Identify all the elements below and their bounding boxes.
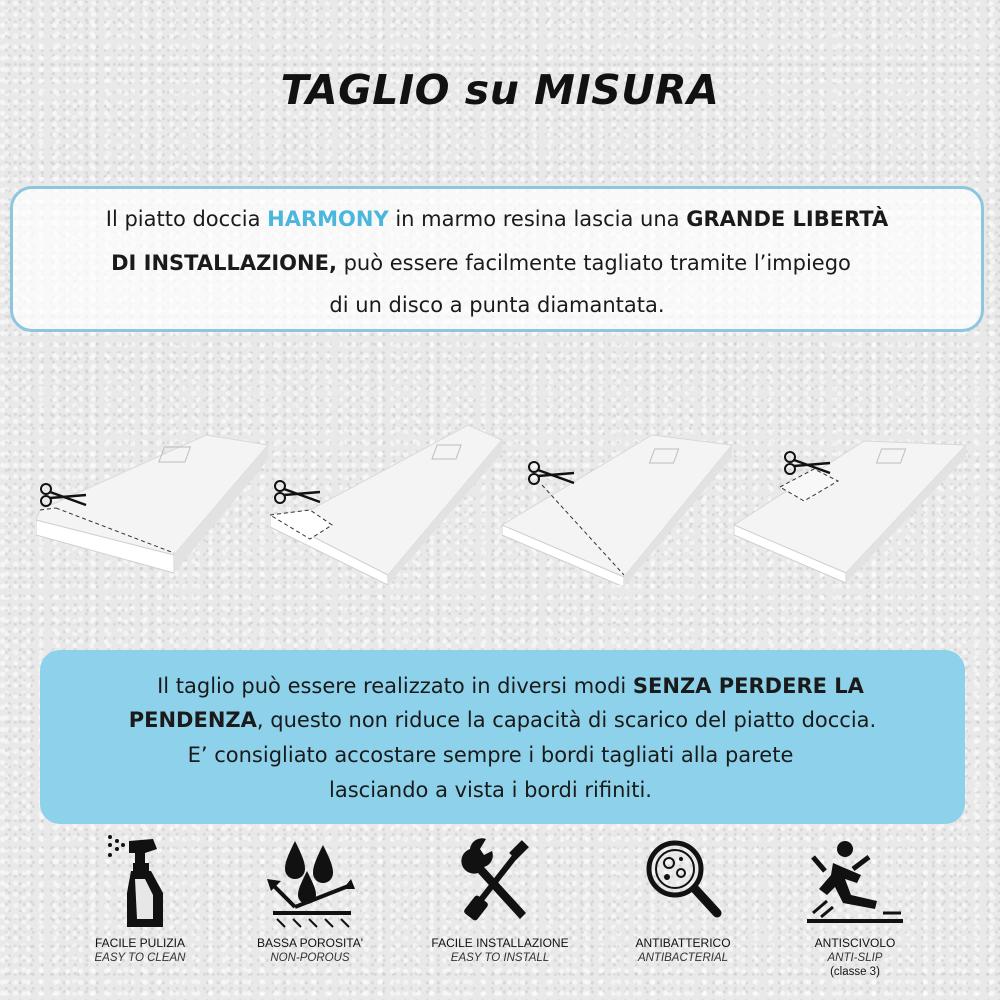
- intro-highlight: DI INSTALLAZIONE,: [111, 251, 337, 275]
- intro-text: Il piatto doccia: [105, 207, 268, 231]
- scissors-icon: [275, 481, 320, 503]
- notice-highlight: PENDENZA: [128, 708, 257, 732]
- feature-antibacterial: [603, 835, 763, 964]
- feature-easy-clean: [60, 835, 220, 964]
- feature-label: ANTIBATTERICO: [635, 936, 731, 950]
- notice-line-1: [48, 674, 973, 698]
- intro-line-2: [0, 251, 965, 275]
- intro-highlight: GRANDE LIBERTÀ: [686, 207, 889, 231]
- page-title: TAGLIO su MISURA: [280, 66, 720, 114]
- feature-label-en: EASY TO INSTALL: [450, 952, 550, 964]
- slab-cut-inner-illustration: [734, 415, 974, 585]
- brand-name: HARMONY: [267, 207, 389, 231]
- notice-text: , questo non riduce la capacità di scarico del piatto doccia.: [256, 708, 877, 732]
- slab-cut-corner-illustration: [36, 415, 276, 585]
- feature-label-en: EASY TO CLEAN: [94, 952, 186, 964]
- feature-label-en: NON-POROUS: [270, 952, 350, 964]
- scissors-icon: [529, 462, 574, 484]
- notice-line-4: lasciando a vista i bordi rifiniti.: [329, 778, 652, 802]
- scissors-icon: [785, 452, 830, 474]
- slipping-person-icon: [805, 835, 905, 930]
- feature-class: (classe 3): [830, 966, 880, 978]
- notice-line-3: E’ consigliato accostare sempre i bordi tagliati alla parete: [187, 743, 794, 767]
- notice-text: Il taglio può essere realizzato in diversi modi: [157, 674, 633, 698]
- intro-box: [10, 186, 984, 332]
- intro-text: può essere facilmente tagliato tramite l’impiego: [336, 251, 851, 275]
- feature-label: ANTISCIVOLO: [814, 936, 896, 950]
- feature-label-en: ANTIBACTERIAL: [637, 952, 729, 964]
- slab-cut-notch-illustration: [270, 415, 510, 585]
- intro-text: in marmo resina lascia una: [388, 207, 687, 231]
- wrench-screwdriver-icon: [460, 835, 540, 930]
- feature-label: FACILE PULIZIA: [94, 936, 186, 950]
- water-drops-icon: [265, 835, 355, 930]
- notice-line-2: [40, 708, 965, 732]
- feature-easy-install: [420, 835, 580, 964]
- feature-anti-slip: [775, 835, 935, 978]
- feature-label-en: ANTI-SLIP: [827, 952, 883, 964]
- intro-line-3: di un disco a punta diamantata.: [329, 293, 665, 317]
- notice-box: [40, 650, 965, 824]
- slab-cut-diagonal-illustration: [502, 415, 742, 585]
- feature-label: FACILE INSTALLAZIONE: [431, 936, 569, 950]
- magnifier-bacteria-icon: [643, 835, 723, 930]
- notice-highlight: SENZA PERDERE LA: [632, 674, 864, 698]
- spray-bottle-icon: [105, 835, 175, 930]
- feature-non-porous: [230, 835, 390, 964]
- feature-label: BASSA POROSITA': [256, 936, 364, 950]
- intro-line-1: [13, 207, 981, 231]
